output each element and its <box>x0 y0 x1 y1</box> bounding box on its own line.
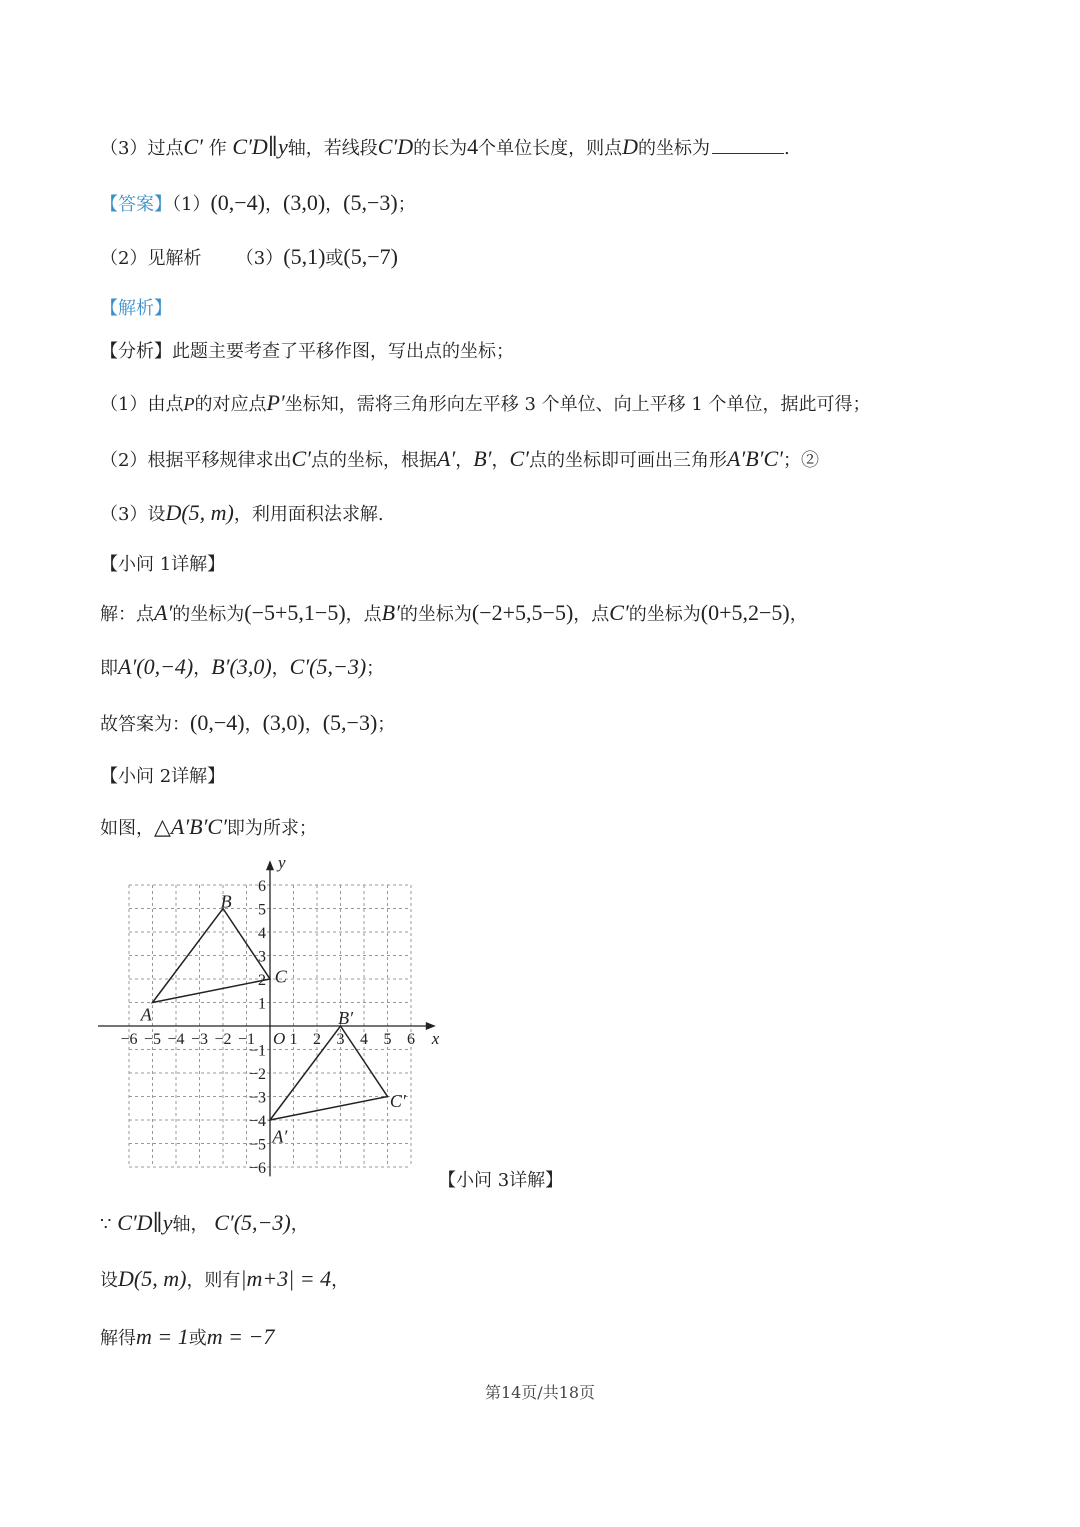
point-label-C-prime: C′ <box>389 1091 406 1112</box>
y-tick-label: 5 <box>258 901 266 919</box>
x-tick-label: 1 <box>289 1031 298 1048</box>
x-tick-label: −1 <box>237 1031 256 1048</box>
point-label-A: A <box>140 1004 152 1025</box>
point-label-B-prime: B′ <box>338 1007 354 1028</box>
solution-3c: 解得m = 1或m = −7 <box>100 1324 275 1349</box>
x-tick-label: −6 <box>120 1031 138 1048</box>
answer-blank <box>712 139 784 154</box>
y-axis-arrow <box>266 860 274 870</box>
y-tick-label: −3 <box>248 1089 266 1107</box>
y-tick-label: 2 <box>258 972 266 989</box>
y-tick-label: 1 <box>258 995 266 1013</box>
origin-label: O <box>273 1029 286 1048</box>
answer-line-2: （2）见解析 （3）(5,1)或(5,−7) <box>100 244 398 269</box>
x-tick-label: −4 <box>167 1031 185 1048</box>
y-tick-label: 3 <box>258 948 266 966</box>
x-tick-label: 6 <box>407 1031 415 1048</box>
sub3-title: 【小问 3详解】 <box>438 1170 564 1191</box>
solution-1c: 故答案为：(0,−4)，(3,0)，(5,−3)； <box>100 710 396 735</box>
page-footer: 第14页/共18页 <box>484 1383 596 1402</box>
x-tick-label: 2 <box>313 1031 321 1048</box>
solution-3b: 设D(5, m)，则有|m+3| = 4， <box>100 1266 350 1291</box>
triangle-ABC <box>153 909 271 1003</box>
x-tick-label: −2 <box>214 1031 232 1048</box>
point-labels <box>140 891 407 1146</box>
y-tick-label: −1 <box>248 1042 266 1060</box>
y-tick-label: −5 <box>248 1136 266 1154</box>
x-tick-label: −5 <box>143 1031 162 1048</box>
point-label-B: B <box>220 891 232 912</box>
y-tick-label: −4 <box>248 1113 266 1130</box>
solution-3a: ∵ C′D∥y轴， C′(5,−3)， <box>100 1210 309 1235</box>
sub2-title: 【小问 2详解】 <box>100 766 226 787</box>
fenxi: 【分析】此题主要考查了平移作图，写出点的坐标； <box>100 341 514 362</box>
x-tick-label: −3 <box>190 1031 209 1048</box>
y-tick-label: 4 <box>258 925 266 942</box>
sub1-title: 【小问 1详解】 <box>100 554 226 575</box>
coordinate-figure <box>92 856 442 1186</box>
y-tick-label: −6 <box>248 1160 266 1177</box>
analysis-1: （1）由点P的对应点P′坐标知，需将三角形向左平移 3 个单位、向上平移 1 个单位，据此可得； <box>100 390 871 415</box>
analysis-3: （3）设D(5, m)，利用面积法求解. <box>100 500 384 525</box>
x-axis-label: x <box>431 1029 440 1048</box>
answer-tag: 【答案】 <box>100 194 172 215</box>
point-label-A-prime: A′ <box>272 1126 288 1147</box>
solution-2: 如图，△A′B′C′即为所求； <box>100 814 317 839</box>
y-tick-label: −2 <box>248 1066 266 1083</box>
x-tick-label: 4 <box>360 1031 368 1048</box>
y-tick-label: 6 <box>258 878 266 895</box>
point-label-C: C <box>274 966 287 987</box>
answer-line: 【答案】（1）(0,−4)，(3,0)，(5,−3)； <box>100 190 416 215</box>
x-tick-label: 5 <box>383 1031 392 1048</box>
solution-1: 解：点A′的坐标为(−5+5,1−5)，点B′的坐标为(−2+5,5−5)，点C′的坐标为(0+5,2−5)， <box>100 600 808 625</box>
solution-1b: 即A′(0,−4)，B′(3,0)，C′(5,−3)； <box>100 654 385 679</box>
analysis-tag: 【解析】 <box>100 298 172 319</box>
y-axis-label: y <box>278 856 286 873</box>
x-tick-label: 3 <box>336 1031 345 1048</box>
question-3: （3）过点C′ 作 C′D∥y轴，若线段C′D的长为4个单位长度，则点D的坐标为 . <box>100 134 790 159</box>
analysis-2: （2）根据平移规律求出C′点的坐标，根据A′，B′，C′点的坐标即可画出三角形A′B′C′；② <box>100 446 819 471</box>
